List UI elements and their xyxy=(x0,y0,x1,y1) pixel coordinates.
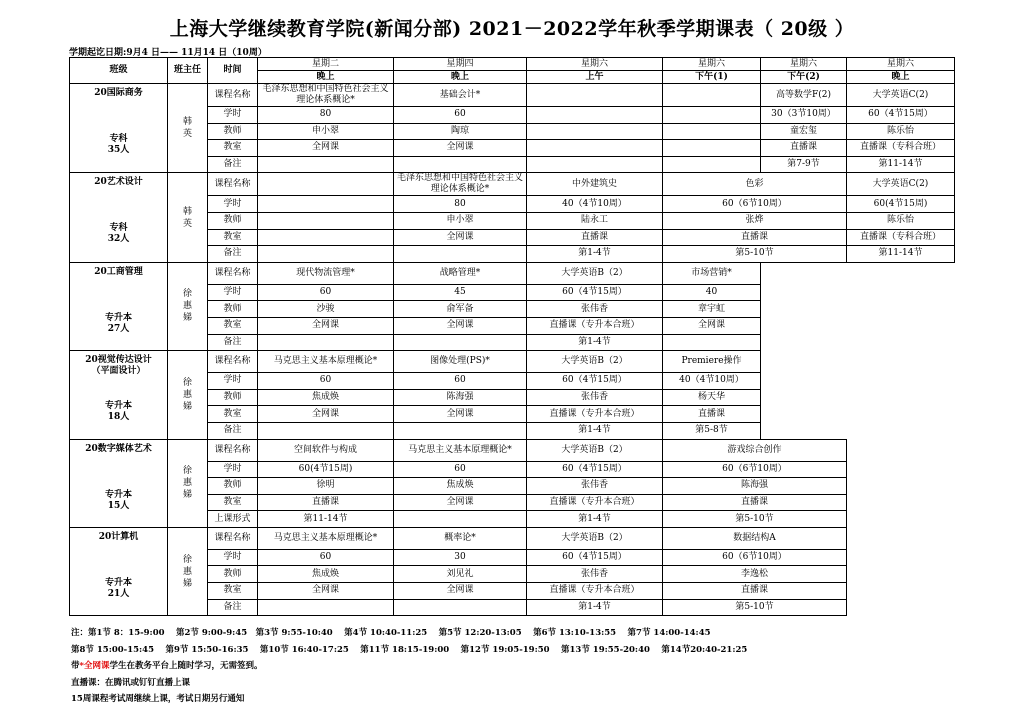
empty-cell xyxy=(761,389,847,406)
row-label: 教室 xyxy=(208,583,258,600)
schedule-cell xyxy=(663,156,761,173)
class-size: 35人 xyxy=(107,145,130,155)
schedule-cell: 概率论* xyxy=(394,527,527,549)
class-subtitle: （平面设计） xyxy=(91,366,146,377)
schedule-cell xyxy=(527,156,663,173)
schedule-cell: 直播课（专科合班） xyxy=(847,229,955,246)
empty-cell xyxy=(847,511,955,528)
schedule-cell xyxy=(527,84,663,107)
class-info-cell xyxy=(70,262,168,350)
schedule-cell: 张伟香 xyxy=(527,389,663,406)
schedule-cell: 数据结构A xyxy=(663,527,847,549)
schedule-cell: 40（4节10周） xyxy=(527,196,663,213)
head-teacher xyxy=(168,439,208,527)
row-label: 课程名称 xyxy=(208,173,258,196)
schedule-cell: 童宏玺 xyxy=(761,123,847,140)
head-teacher xyxy=(168,262,208,350)
header-day: 星期二 xyxy=(258,58,394,71)
schedule-cell: 60 xyxy=(394,107,527,124)
schedule-cell: 第5-8节 xyxy=(663,422,761,439)
class-name: 20视觉传达设计 xyxy=(85,355,152,366)
schedule-cell: 张伟香 xyxy=(527,478,663,495)
online-note-highlight: *全网课 xyxy=(79,661,110,671)
schedule-cell: 全网课 xyxy=(258,317,394,334)
row-label: 备注 xyxy=(208,156,258,173)
row-label: 教师 xyxy=(208,212,258,229)
class-size: 27人 xyxy=(107,323,130,334)
schedule-cell: 陶琼 xyxy=(394,123,527,140)
schedule-cell: 战略管理* xyxy=(394,262,527,284)
schedule-cell: 60（4节15周） xyxy=(527,284,663,301)
schedule-cell: 直播课（专升本合班） xyxy=(527,494,663,511)
schedule-cell xyxy=(258,196,394,213)
class-name: 20计算机 xyxy=(98,531,139,542)
row-label: 备注 xyxy=(208,334,258,351)
schedule-cell: 直播课 xyxy=(663,406,761,423)
empty-cell xyxy=(847,301,955,318)
head-teacher xyxy=(168,173,208,262)
header-day: 星期六 xyxy=(847,58,955,71)
schedule-cell: 直播课 xyxy=(663,229,847,246)
head-teacher xyxy=(168,351,208,439)
empty-cell xyxy=(847,494,955,511)
schedule-cell: 30 xyxy=(394,549,527,566)
schedule-cell xyxy=(663,123,761,140)
schedule-cell: 陈海强 xyxy=(394,389,527,406)
row-label: 学时 xyxy=(208,549,258,566)
empty-cell xyxy=(847,389,955,406)
schedule-cell: 60 xyxy=(258,549,394,566)
row-label: 学时 xyxy=(208,107,258,124)
schedule-cell: 第1-4节 xyxy=(527,334,663,351)
row-label: 教师 xyxy=(208,566,258,583)
header-slot: 晚上 xyxy=(258,71,394,84)
schedule-cell: 陈乐怡 xyxy=(847,212,955,229)
schedule-cell: 全网课 xyxy=(394,317,527,334)
schedule-row xyxy=(70,262,955,284)
empty-cell xyxy=(847,439,955,461)
online-note-prefix: 带 xyxy=(71,661,80,671)
empty-cell xyxy=(761,373,847,390)
schedule-cell xyxy=(258,212,394,229)
online-note-suffix: 学生在教务平台上随时学习，无需签到。 xyxy=(109,661,263,671)
schedule-cell xyxy=(394,246,527,263)
schedule-cell: 第1-4节 xyxy=(527,511,663,528)
schedule-cell xyxy=(663,84,761,107)
empty-cell xyxy=(761,334,847,351)
class-level: 专升本 xyxy=(104,577,132,588)
schedule-cell: 40 xyxy=(663,284,761,301)
row-label: 上课形式 xyxy=(208,511,258,528)
schedule-cell: 马克思主义基本原理概论* xyxy=(258,527,394,549)
schedule-cell: 60(4节15周) xyxy=(847,196,955,213)
schedule-cell: 80 xyxy=(394,196,527,213)
schedule-cell: 60（4节15周） xyxy=(847,107,955,124)
schedule-cell: 60 xyxy=(258,373,394,390)
head-teacher xyxy=(168,84,208,173)
schedule-cell xyxy=(394,511,527,528)
schedule-cell: 张烨 xyxy=(663,212,847,229)
empty-cell xyxy=(761,262,847,284)
schedule-cell: 第11-14节 xyxy=(258,511,394,528)
class-info-cell xyxy=(70,173,168,262)
schedule-cell: 全网课 xyxy=(258,583,394,600)
schedule-cell: 马克思主义基本原理概论* xyxy=(258,351,394,373)
row-label: 课程名称 xyxy=(208,527,258,549)
schedule-cell: 焦成焕 xyxy=(258,389,394,406)
class-times-line: 第8节 15:00-15:45 第9节 15:50-16:35 第10节 16:40-17:25 第11节 18:15-19:00 第12节 19:05-19:50 第13节 19:55-20:40 第14节20:40-21:25 xyxy=(71,644,748,655)
row-label: 备注 xyxy=(208,246,258,263)
class-name: 20数字媒体艺术 xyxy=(85,443,152,454)
row-label: 教师 xyxy=(208,389,258,406)
schedule-cell xyxy=(394,422,527,439)
online-course-note xyxy=(71,658,747,675)
schedule-cell: 直播课 xyxy=(761,140,847,157)
empty-cell xyxy=(847,527,955,549)
schedule-cell: 大学英语C(2) xyxy=(847,173,955,196)
schedule-cell: 60（4节15周） xyxy=(527,373,663,390)
schedule-cell: 全网课 xyxy=(258,140,394,157)
schedule-cell: 杨天华 xyxy=(663,389,761,406)
empty-cell xyxy=(847,549,955,566)
row-label: 备注 xyxy=(208,599,258,616)
empty-cell xyxy=(847,478,955,495)
schedule-table xyxy=(69,57,955,616)
schedule-row xyxy=(70,439,955,461)
schedule-cell xyxy=(394,156,527,173)
schedule-cell: 直播课 xyxy=(663,494,847,511)
schedule-cell xyxy=(258,173,394,196)
schedule-cell: 第7-9节 xyxy=(761,156,847,173)
schedule-cell: 30（3节10周） xyxy=(761,107,847,124)
class-name: 20艺术设计 xyxy=(94,177,143,188)
schedule-cell xyxy=(527,140,663,157)
empty-cell xyxy=(847,334,955,351)
schedule-cell: 沙骏 xyxy=(258,301,394,318)
schedule-cell: 毛泽东思想和中国特色社会主义理论体系概论* xyxy=(394,173,527,196)
empty-cell xyxy=(847,262,955,284)
header-class: 班级 xyxy=(70,58,168,84)
schedule-cell: 刘见礼 xyxy=(394,566,527,583)
schedule-cell xyxy=(394,599,527,616)
class-info-cell xyxy=(70,351,168,439)
schedule-cell xyxy=(258,246,394,263)
schedule-cell: 申小翠 xyxy=(394,212,527,229)
schedule-cell: 全网课 xyxy=(394,140,527,157)
schedule-cell xyxy=(258,599,394,616)
empty-cell xyxy=(847,461,955,478)
row-label: 教室 xyxy=(208,229,258,246)
empty-cell xyxy=(761,284,847,301)
schedule-cell xyxy=(527,107,663,124)
schedule-cell: 第1-4节 xyxy=(527,246,663,263)
head-teacher-name: 韩英 xyxy=(182,117,192,140)
schedule-cell xyxy=(663,334,761,351)
empty-cell xyxy=(847,373,955,390)
schedule-cell: 直播课 xyxy=(527,229,663,246)
live-course-note: 直播课：在腾讯或钉钉直播上课 xyxy=(71,677,191,688)
empty-cell xyxy=(761,317,847,334)
empty-cell xyxy=(761,351,847,373)
head-teacher-name: 徐惠娣 xyxy=(182,377,192,412)
row-label: 教室 xyxy=(208,140,258,157)
schedule-row xyxy=(70,351,955,373)
schedule-cell xyxy=(663,107,761,124)
header-slot: 晚上 xyxy=(394,71,527,84)
schedule-cell: 基础会计* xyxy=(394,84,527,107)
schedule-cell: 高等数学F(2) xyxy=(761,84,847,107)
schedule-cell xyxy=(663,140,761,157)
header-day: 星期六 xyxy=(663,58,761,71)
schedule-cell: 第5-10节 xyxy=(663,511,847,528)
row-label: 备注 xyxy=(208,422,258,439)
schedule-cell: 大学英语B（2） xyxy=(527,262,663,284)
schedule-cell: 直播课（专升本合班） xyxy=(527,406,663,423)
class-name: 20工商管理 xyxy=(94,266,143,277)
row-label: 学时 xyxy=(208,196,258,213)
row-label: 教室 xyxy=(208,494,258,511)
head-teacher-name: 徐惠娣 xyxy=(182,466,192,501)
schedule-cell: 全网课 xyxy=(394,494,527,511)
empty-cell xyxy=(847,422,955,439)
schedule-cell: 空间软件与构成 xyxy=(258,439,394,461)
schedule-cell: 焦成焕 xyxy=(258,566,394,583)
schedule-cell: 大学英语B（2） xyxy=(527,439,663,461)
row-label: 学时 xyxy=(208,461,258,478)
class-size: 15人 xyxy=(107,500,130,511)
class-times-line: 注：第1节 8：15-9:00 第2节 9:00-9:45 第3节 9:55-10:40 第4节 10:40-11:25 第5节 12:20-13:05 第6节 13:10-13:55 第7节 14:00-14:45 xyxy=(71,628,711,638)
schedule-cell: 市场营销* xyxy=(663,262,761,284)
schedule-cell: 全网课 xyxy=(258,406,394,423)
header-slot: 下午(1) xyxy=(663,71,761,84)
header-head-teacher: 班主任 xyxy=(168,58,208,84)
row-label: 课程名称 xyxy=(208,262,258,284)
class-level: 专升本 xyxy=(104,401,132,412)
schedule-cell: 中外建筑史 xyxy=(527,173,663,196)
schedule-cell: 现代物流管理* xyxy=(258,262,394,284)
empty-cell xyxy=(847,317,955,334)
schedule-cell: 60(4节15周) xyxy=(258,461,394,478)
schedule-cell: 40（4节10周） xyxy=(663,373,761,390)
head-teacher-name: 韩英 xyxy=(182,206,192,229)
schedule-cell: 60（6节10周） xyxy=(663,461,847,478)
empty-cell xyxy=(761,301,847,318)
row-label: 学时 xyxy=(208,284,258,301)
class-level: 专科 xyxy=(109,223,128,234)
row-label: 课程名称 xyxy=(208,351,258,373)
row-label: 教师 xyxy=(208,123,258,140)
class-size: 18人 xyxy=(107,412,130,423)
class-info-cell xyxy=(70,439,168,527)
schedule-cell: 第11-14节 xyxy=(847,156,955,173)
schedule-cell: 色彩 xyxy=(663,173,847,196)
schedule-cell: 全网课 xyxy=(394,406,527,423)
notes-section xyxy=(71,625,747,708)
schedule-cell: 60（6节10周） xyxy=(663,196,847,213)
schedule-cell: 游戏综合创作 xyxy=(663,439,847,461)
head-teacher-name: 徐惠娣 xyxy=(182,554,192,589)
schedule-cell: 申小翠 xyxy=(258,123,394,140)
schedule-cell: 第1-4节 xyxy=(527,599,663,616)
schedule-cell: 张伟香 xyxy=(527,301,663,318)
class-name: 20国际商务 xyxy=(94,88,143,98)
schedule-cell: 李逸松 xyxy=(663,566,847,583)
head-teacher-name: 徐惠娣 xyxy=(182,289,192,324)
schedule-cell: 陆永工 xyxy=(527,212,663,229)
schedule-cell xyxy=(394,334,527,351)
schedule-cell: 大学英语C(2) xyxy=(847,84,955,107)
schedule-cell: 45 xyxy=(394,284,527,301)
row-label: 学时 xyxy=(208,373,258,390)
row-label: 课程名称 xyxy=(208,84,258,107)
schedule-cell: 80 xyxy=(258,107,394,124)
schedule-cell: 俞军备 xyxy=(394,301,527,318)
row-label: 教师 xyxy=(208,301,258,318)
schedule-cell: 60（4节15周） xyxy=(527,549,663,566)
schedule-cell: 全网课 xyxy=(663,317,761,334)
schedule-cell: 60 xyxy=(394,373,527,390)
semester-period: 学期起讫日期:9月4 日—— 11月14 日（10周） xyxy=(69,48,267,58)
schedule-row xyxy=(70,84,955,107)
empty-cell xyxy=(761,406,847,423)
schedule-cell: Premiere操作 xyxy=(663,351,761,373)
schedule-cell xyxy=(258,422,394,439)
schedule-cell: 60（6节10周） xyxy=(663,549,847,566)
class-level: 专升本 xyxy=(104,312,132,323)
class-size: 21人 xyxy=(107,588,130,599)
schedule-cell: 全网课 xyxy=(394,229,527,246)
page-title: 上海大学继续教育学院(新闻分部) 2021－2022学年秋季学期课表（ 20级 ） xyxy=(169,18,855,40)
schedule-cell: 60 xyxy=(394,461,527,478)
schedule-cell: 大学英语B（2） xyxy=(527,527,663,549)
empty-cell xyxy=(847,583,955,600)
schedule-cell xyxy=(527,123,663,140)
schedule-cell: 章宇虹 xyxy=(663,301,761,318)
class-level: 专升本 xyxy=(104,489,132,500)
row-label: 课程名称 xyxy=(208,439,258,461)
schedule-cell xyxy=(258,334,394,351)
header-time: 时间 xyxy=(208,58,258,84)
schedule-cell: 陈海强 xyxy=(663,478,847,495)
class-size: 32人 xyxy=(107,234,130,245)
schedule-cell: 直播课 xyxy=(663,583,847,600)
schedule-cell xyxy=(258,156,394,173)
header-day: 星期六 xyxy=(761,58,847,71)
empty-cell xyxy=(847,566,955,583)
schedule-row xyxy=(70,527,955,549)
schedule-cell: 第1-4节 xyxy=(527,422,663,439)
header-slot: 下午(2) xyxy=(761,71,847,84)
schedule-cell: 直播课（专升本合班） xyxy=(527,317,663,334)
schedule-cell: 陈乐怡 xyxy=(847,123,955,140)
schedule-cell xyxy=(258,229,394,246)
class-info-cell xyxy=(70,527,168,615)
schedule-cell: 毛泽东思想和中国特色社会主义理论体系概论* xyxy=(258,84,394,107)
header-day: 星期四 xyxy=(394,58,527,71)
row-label: 教师 xyxy=(208,478,258,495)
class-level: 专科 xyxy=(109,134,128,144)
schedule-cell: 徐明 xyxy=(258,478,394,495)
exam-note: 15周课程考试周继续上课，考试日期另行通知 xyxy=(71,694,245,704)
head-teacher xyxy=(168,527,208,615)
schedule-cell: 直播课（专科合班） xyxy=(847,140,955,157)
class-info-cell xyxy=(70,84,168,173)
schedule-cell: 第11-14节 xyxy=(847,246,955,263)
row-label: 教室 xyxy=(208,317,258,334)
schedule-cell: 焦成焕 xyxy=(394,478,527,495)
empty-cell xyxy=(847,406,955,423)
schedule-cell: 直播课 xyxy=(258,494,394,511)
schedule-cell: 马克思主义基本原理概论* xyxy=(394,439,527,461)
header-slot: 上午 xyxy=(527,71,663,84)
schedule-row xyxy=(70,173,955,196)
header-slot: 晚上 xyxy=(847,71,955,84)
schedule-cell: 大学英语B（2） xyxy=(527,351,663,373)
empty-cell xyxy=(847,284,955,301)
empty-cell xyxy=(761,422,847,439)
schedule-cell: 直播课（专升本合班） xyxy=(527,583,663,600)
schedule-cell: 张伟香 xyxy=(527,566,663,583)
empty-cell xyxy=(847,599,955,616)
empty-cell xyxy=(847,351,955,373)
row-label: 教室 xyxy=(208,406,258,423)
schedule-cell: 图像处理(PS)* xyxy=(394,351,527,373)
schedule-cell: 第5-10节 xyxy=(663,599,847,616)
header-day: 星期六 xyxy=(527,58,663,71)
schedule-cell: 全网课 xyxy=(394,583,527,600)
schedule-cell: 第5-10节 xyxy=(663,246,847,263)
schedule-cell: 60 xyxy=(258,284,394,301)
schedule-cell: 60（4节15周） xyxy=(527,461,663,478)
